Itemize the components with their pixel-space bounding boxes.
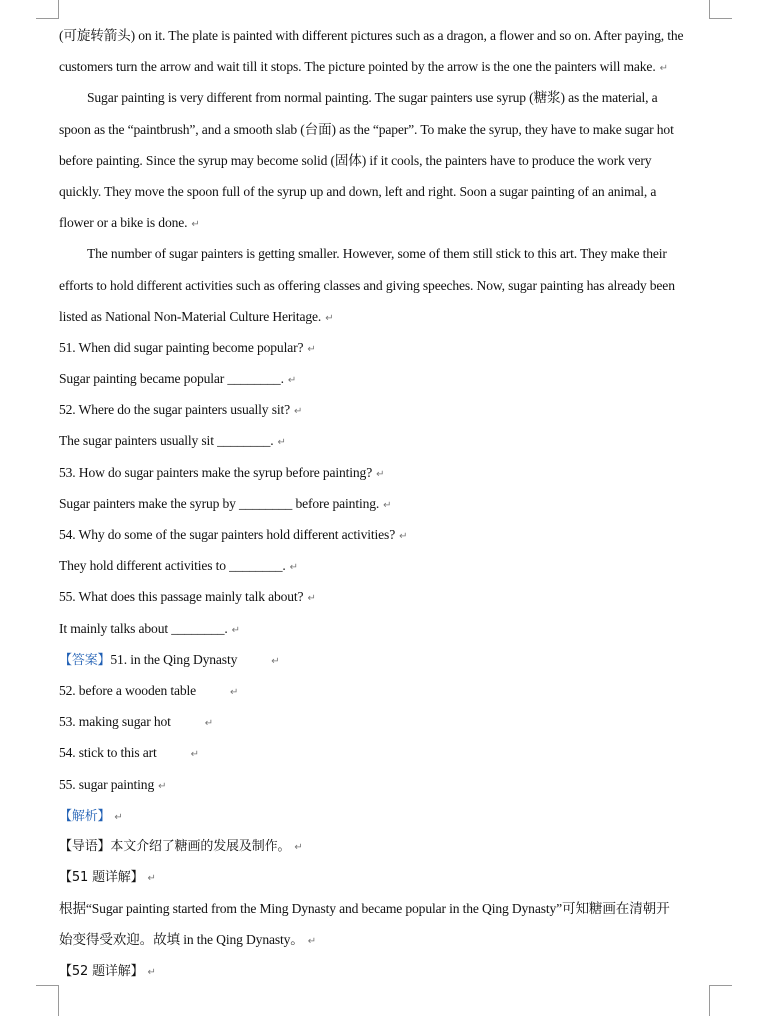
analysis-line xyxy=(59,893,719,924)
paragraph-mark: ↵ xyxy=(399,531,408,542)
analysis-label: 【解析】 xyxy=(59,808,111,824)
passage-text: flower or a bike is done. xyxy=(59,215,188,231)
passage-line xyxy=(59,145,719,176)
paragraph-mark: ↵ xyxy=(147,966,156,978)
paragraph-mark: ↵ xyxy=(376,468,385,480)
question-line xyxy=(59,519,719,550)
passage-text: (可旋转箭头) on it. The plate is painted with different pictures such as a dragon, a flower and so on. After paying, the xyxy=(59,28,684,43)
answer-label: 【答案】 xyxy=(59,652,111,668)
passage-text: The number of sugar painters is getting smaller. However, some of them still stick to this art. They make their xyxy=(87,246,667,262)
paragraph-mark: ↵ xyxy=(231,624,240,636)
guide-text: 【导语】本文介绍了糖画的发展及制作。 xyxy=(59,838,291,854)
paragraph-mark: ↵ xyxy=(287,375,297,387)
answer-text: 51. in the Qing Dynasty xyxy=(110,651,238,667)
paragraph-mark: ↵ xyxy=(293,406,303,418)
paragraph-mark: ↵ xyxy=(383,499,392,511)
paragraph-mark: ↵ xyxy=(230,686,239,698)
question-text: 55. What does this passage mainly talk about? xyxy=(59,589,304,605)
answer-prompt-text: Sugar painting became popular ________. xyxy=(59,371,284,387)
paragraph-mark: ↵ xyxy=(147,873,156,885)
analysis-line xyxy=(59,831,719,862)
paragraph-mark: ↵ xyxy=(190,749,199,761)
crop-mark-top-right xyxy=(709,0,732,19)
answer-text: 55. sugar painting xyxy=(59,776,155,792)
crop-mark-bottom-left xyxy=(36,985,59,1016)
passage-line xyxy=(59,301,719,332)
answer-text: 53. making sugar hot xyxy=(59,714,171,730)
paragraph-mark: ↵ xyxy=(307,343,316,355)
passage-text: before painting. Since the syrup may become solid (固体) if it cools, the painters have to produce the work very xyxy=(59,152,652,168)
question-line xyxy=(59,457,719,488)
detail-label: 【52 题详解】 xyxy=(59,963,144,979)
question-line xyxy=(59,332,719,363)
passage-text: spoon as the “paintbrush”, and a smooth slab (台面) as the “paper”. To make the syrup, they have to make sugar hot xyxy=(59,121,674,137)
answer-line xyxy=(59,706,719,737)
analysis-heading xyxy=(59,800,719,831)
passage-line xyxy=(59,51,719,82)
question-text: 54. Why do some of the sugar painters hold different activities? xyxy=(59,527,396,542)
answer-prompt-line xyxy=(59,488,719,519)
paragraph-mark: ↵ xyxy=(659,63,668,75)
answer-text: 54. stick to this art xyxy=(59,745,157,761)
paragraph-mark: ↵ xyxy=(277,437,286,449)
paragraph-mark: ↵ xyxy=(294,841,303,853)
passage-text: listed as National Non-Material Culture Heritage. xyxy=(59,308,322,324)
detail-label: 【51 题详解】 xyxy=(59,870,144,886)
passage-line xyxy=(59,270,719,301)
passage-line xyxy=(59,176,719,207)
paragraph-mark: ↵ xyxy=(158,780,167,792)
question-text: 53. How do sugar painters make the syrup before painting? xyxy=(59,464,373,480)
detail-text: 根据“Sugar painting started from the Ming Dynasty and became popular in the Qing Dynasty”可知糖画在清朝开 xyxy=(59,901,670,917)
passage-text: customers turn the arrow and wait till it stops. The picture pointed by the arrow is the one the painters will make. xyxy=(59,59,656,75)
passage-line xyxy=(59,207,719,238)
passage-text: Sugar painting is very different from normal painting. The sugar painters use syrup (糖浆) as the material, a xyxy=(87,90,658,106)
document-page xyxy=(59,20,719,987)
answer-line xyxy=(59,769,719,800)
answer-prompt-line xyxy=(59,613,719,644)
answer-prompt-text: It mainly talks about ________. xyxy=(59,620,228,636)
analysis-line xyxy=(59,956,719,987)
paragraph-mark: ↵ xyxy=(325,312,334,324)
passage-text: quickly. They move the spoon full of the syrup up and down, left and right. Soon a sugar painting of an animal, a xyxy=(59,183,657,199)
analysis-line xyxy=(59,924,719,955)
question-text: 52. Where do the sugar painters usually sit? xyxy=(59,402,290,418)
paragraph-mark: ↵ xyxy=(204,718,214,730)
paragraph-mark: ↵ xyxy=(307,593,316,605)
passage-line xyxy=(59,20,719,51)
question-line xyxy=(59,581,719,612)
paragraph-mark: ↵ xyxy=(289,562,298,574)
question-line xyxy=(59,394,719,425)
analysis-line xyxy=(59,862,719,893)
paragraph-mark: ↵ xyxy=(307,936,316,948)
crop-mark-bottom-right xyxy=(709,985,732,1016)
detail-text: 始变得受欢迎。故填 in the Qing Dynasty。 xyxy=(59,932,304,948)
passage-line xyxy=(59,82,719,113)
paragraph-mark: ↵ xyxy=(271,655,280,667)
answer-prompt-line xyxy=(59,550,719,581)
answer-prompt-line xyxy=(59,363,719,394)
answer-prompt-line xyxy=(59,425,719,456)
crop-mark-top-left xyxy=(36,0,59,19)
answer-prompt-text: The sugar painters usually sit ________. xyxy=(59,433,274,449)
answer-line xyxy=(59,675,719,706)
answer-line xyxy=(59,737,719,768)
answer-line xyxy=(59,644,719,675)
answer-text: 52. before a wooden table xyxy=(59,682,197,698)
passage-text: efforts to hold different activities such as offering classes and giving speeches. Now, sugar painting has already been xyxy=(59,277,675,293)
passage-line xyxy=(59,238,719,269)
passage-line xyxy=(59,114,719,145)
paragraph-mark: ↵ xyxy=(114,811,123,823)
question-text: 51. When did sugar painting become popular? xyxy=(59,339,304,355)
answer-prompt-text: They hold different activities to ________. xyxy=(59,558,286,574)
answer-prompt-text: Sugar painters make the syrup by ________ before painting. xyxy=(59,495,380,511)
paragraph-mark: ↵ xyxy=(191,219,200,231)
